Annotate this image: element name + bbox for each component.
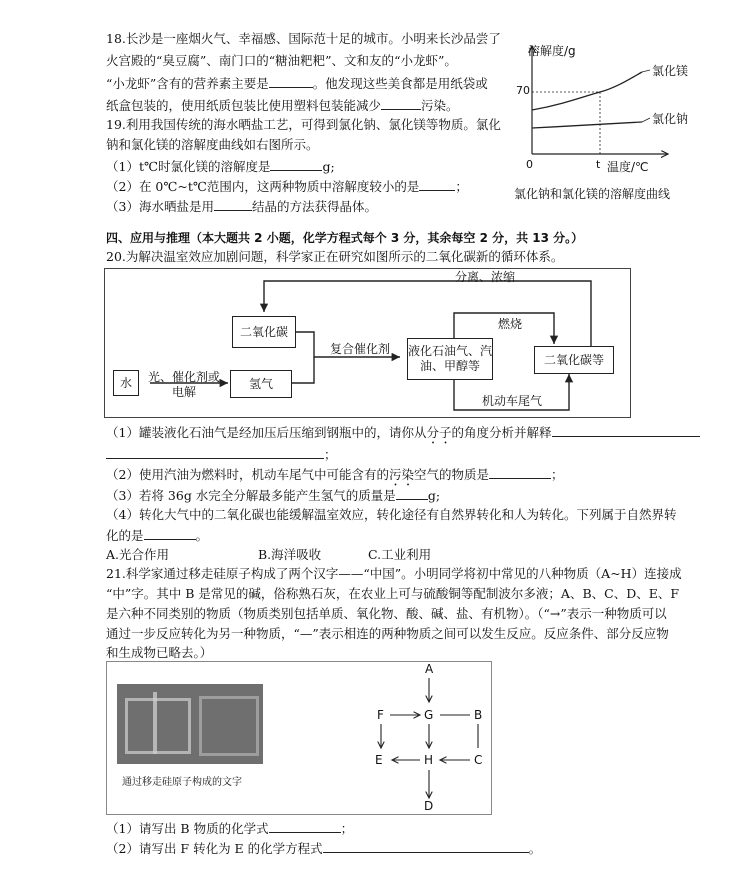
light-catalyst-label: 光、催化剂或电解 <box>147 370 220 399</box>
answer-blank[interactable] <box>106 446 324 459</box>
photo-stroke <box>153 692 157 754</box>
mgcl2-curve <box>532 72 642 110</box>
q21-line4: 通过一步反应转化为另一种物质，“—”表示相连的两种物质之间可以发生反应。反应条件、部分反应物 <box>106 626 669 641</box>
letter-network <box>360 660 500 820</box>
q18-line1: 18.长沙是一座烟火气、幸福感、国际范十足的城市。小明来长沙品尝了 <box>106 31 501 46</box>
graph-mg-label: 氯化镁 <box>652 64 689 78</box>
q20-part4: （4）转化大气中的二氧化碳也能缓解温室效应，转化途径有自然界转化和人为转化。下列属于自然界转 <box>106 507 677 522</box>
graph-na-label: 氯化钠 <box>652 112 689 126</box>
q20-option-c: C.工业利用 <box>368 547 432 562</box>
answer-blank[interactable] <box>323 840 529 853</box>
answer-blank[interactable] <box>419 178 455 191</box>
section4-heading: 四、应用与推理（本大题共 2 小题，化学方程式每个 3 分，其余每空 2 分，共 13 分。） <box>106 231 584 245</box>
answer-blank[interactable] <box>489 466 551 479</box>
fuel-box: 液化石油气、汽油、甲醇等 <box>407 338 493 380</box>
q19-line2: 钠和氯化镁的溶解度曲线如右图所示。 <box>106 137 319 152</box>
graph-origin: 0 <box>526 158 533 171</box>
q19-part1: （1）t℃时氯化镁的溶解度是 g; <box>106 159 335 174</box>
photo-char-guo <box>199 696 259 756</box>
q21-line5: 和生成物已略去。） <box>106 645 213 660</box>
q19-part2: （2）在 0℃~t℃范围内，这两种物质中溶解度较小的是 ； <box>106 179 468 194</box>
photo-caption: 通过移走硅原子构成的文字 <box>122 777 242 788</box>
answer-blank[interactable] <box>270 158 322 171</box>
co2-etc-box: 二氧化碳等 <box>534 346 614 374</box>
graph-xlabel: 温度/℃ <box>607 160 649 174</box>
q20-part4-cont: 化的是 。 <box>106 528 209 543</box>
nacl-curve <box>532 122 642 128</box>
q20-option-b: B.海洋吸收 <box>258 547 322 562</box>
exhaust-label: 机动车尾气 <box>482 394 543 408</box>
q20-part1: （1）罐装液化石油气是经加压后压缩到钢瓶中的，请你从分子的角度分析并解释 <box>106 424 700 447</box>
q20-intro: 20.为解决温室效应加剧问题，科学家正在研究如图所示的二氧化碳新的循环体系。 <box>106 249 564 264</box>
q21-part1: （1）请写出 B 物质的化学式 ； <box>106 821 354 836</box>
q21-line1: 21.科学家通过移走硅原子构成了两个汉字——“中国”。小明同学将初中常见的八种物质（A~H）连接成 <box>106 566 682 581</box>
q20-part2: （2）使用汽油为燃料时，机动车尾气中可能含有的污染空气的物质是 ； <box>106 467 564 482</box>
graph-caption: 氯化钠和氯化镁的溶解度曲线 <box>514 187 671 201</box>
node-c: C <box>474 753 483 767</box>
node-g: G <box>424 708 434 722</box>
node-f: F <box>377 708 384 722</box>
answer-blank[interactable] <box>269 820 341 833</box>
answer-blank[interactable] <box>144 527 196 540</box>
diagram-top-label: 分离、浓缩 <box>455 270 516 284</box>
catalyst-label: 复合催化剂 <box>330 342 391 356</box>
burn-label: 燃烧 <box>498 317 523 331</box>
q21-part2: （2）请写出 F 转化为 E 的化学方程式 。 <box>106 841 542 856</box>
burn-line-a <box>454 313 491 339</box>
q18-line3: “小龙虾”含有的营养素主要是 。他发现这些美食都是用纸袋或 <box>106 76 488 91</box>
silicon-atoms-photo <box>117 684 263 764</box>
answer-blank[interactable] <box>396 487 428 500</box>
q19-part3: （3）海水晒盐是用 结晶的方法获得晶体。 <box>106 199 377 214</box>
q19-line1: 19.利用我国传统的海水晒盐工艺，可得到氯化钠、氯化镁等物质。氯化 <box>106 117 501 132</box>
hydrogen-box: 氢气 <box>230 370 292 398</box>
mgcl2-leader <box>642 70 650 72</box>
q20-option-a: A.光合作用 <box>106 547 170 562</box>
answer-blank[interactable] <box>381 97 421 110</box>
q18-line2: 火宫殿的“臭豆腐”、南门口的“糖油粑粑”、文和友的“小龙虾”。 <box>106 53 457 68</box>
graph-t: t <box>596 158 601 171</box>
node-b: B <box>474 708 483 722</box>
water-box: 水 <box>113 370 139 396</box>
node-d: D <box>424 799 434 813</box>
node-e: E <box>375 753 383 767</box>
graph-y70: 70 <box>516 84 530 97</box>
answer-blank[interactable] <box>214 198 252 211</box>
node-h: H <box>424 753 434 767</box>
q20-part3: （3）若将 36g 水完全分解最多能产生氢气的质量是 g; <box>106 488 441 503</box>
graph-ylabel: 溶解度/g <box>528 44 576 58</box>
answer-blank[interactable] <box>552 424 700 437</box>
co2-box: 二氧化碳 <box>232 316 296 348</box>
q21-line2: “中”字。其中 B 是常见的碱，俗称熟石灰，在农业上可与硫酸铜等配制波尔多液；A、B、C、D、E、F <box>106 586 680 601</box>
answer-blank[interactable] <box>269 75 313 88</box>
nacl-leader <box>642 118 650 122</box>
q20-part1-cont: ； <box>106 446 337 463</box>
photo-char-zhong <box>125 698 191 754</box>
q18-line4: 纸盒包装的，使用纸质包装比使用塑料包装能减少 污染。 <box>106 98 459 113</box>
q21-line3: 是六种不同类别的物质（物质类别包括单质、氧化物、酸、碱、盐、有机物）。（“→”表示一种物质可以 <box>106 606 667 621</box>
h2-to-fuel-line <box>292 357 314 383</box>
node-a: A <box>425 662 434 676</box>
